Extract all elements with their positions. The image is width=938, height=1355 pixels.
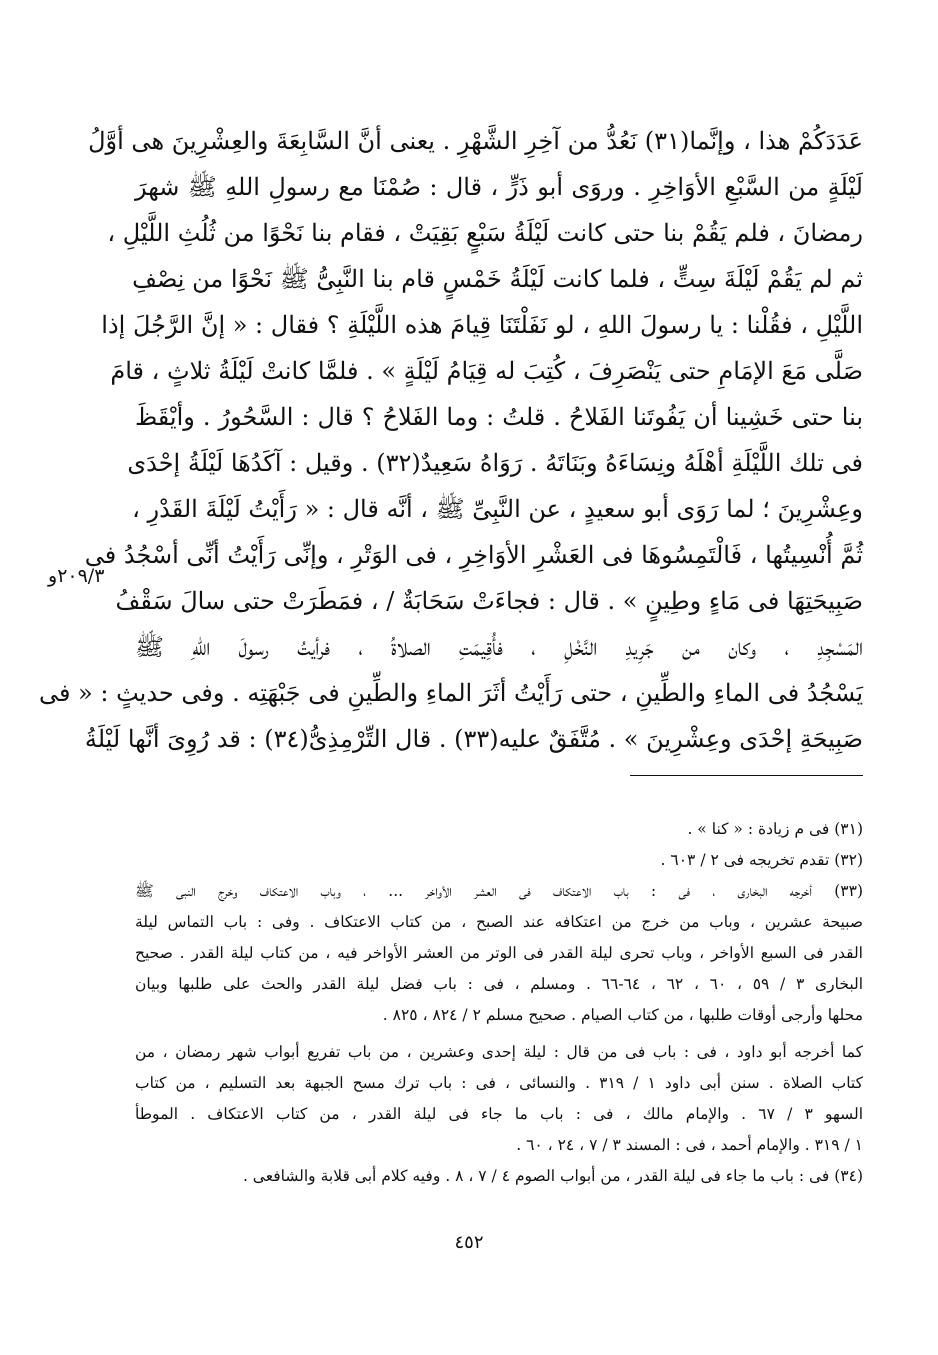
footnote-line: (٣٤) فى : باب ما جاء فى ليلة القدر ، من أبواب الصوم ٤ / ٧ ، ٨ . وفيه كلام أبى قلابة والشافعى . (242, 1167, 863, 1185)
main-text-line: عَدَدَكُمْ هذا ، وإنَّما(٣١) نَعُدُّ من آخِرِ الشَّهْرِ . يعنى أنَّ السَّابِعَةَ والعِشْرِينَ هى أوَّلُ (88, 127, 863, 155)
footnote-separator (630, 775, 863, 776)
main-text-line: وعِشْرِينَ ؛ لما رَوَى أبو سعيدٍ ، عن النَّبِىِّ ﷺ ، أنَّه قال : « رَأَيْتُ لَيْلَةَ القَدْرِ ، (132, 495, 863, 523)
footnote-line: (٣٢) تقدم تخريجه فى ٢ / ٦٠٣ . (660, 851, 863, 869)
footnote-line: (٣٣) أخرجه البخارى ، فى : باب الاعتكاف فى العشر الأواخر ... ، وباب الاعتكاف وخرج النبى ﷺ (135, 882, 863, 900)
main-text-line: المَسْجِدِ ، وكان من جَرِيدِ النَّخْلِ ، فأُقِيمَتِ الصلاةُ ، فرأيتُ رسولَ اللهِ ﷺ (135, 633, 864, 661)
footnote-line: كما أخرجه أبو داود ، فى : باب فى من قال : ليلة إحدى وعشرين ، من باب تفريع أبواب شهر رمضان ، من (135, 1043, 863, 1061)
footnotes (135, 814, 863, 1192)
footnote-line: السهو ٣ / ٦٧ . والإمام مالك ، فى : باب ما جاء فى ليلة القدر ، من كتاب الاعتكاف . الموطأ (135, 1105, 864, 1123)
manuscript-folio-reference: ٢٠٩/٣و (48, 565, 105, 587)
main-text-line: صَبِيحَةِ إحْدَى وعِشْرِينَ » . مُتَّفَقٌ عليه(٣٣) . قال التِّرْمِذِىُّ(٣٤) : قد رُوِىَ أنَّها لَيْلَةُ (84, 725, 863, 753)
main-text-line: بنا حتى خَشِينا أن يَفُوتَنا الفَلاحُ . قلتُ : وما الفَلاحُ ؟ قال : السَّحُورُ . وأيْقَظَ (135, 403, 863, 431)
main-text-line: رمضانَ ، فلم يَقُمْ بنا حتى كانت لَيْلَةُ سَبْعٍ بَقِيَتْ ، فقام بنا نَحْوًا من ثُلُثِ اللَّيْلِ ، (107, 219, 863, 247)
footnote-line: ١ / ٣١٩ . والإمام أحمد ، فى : المسند ٣ / ٧ ، ٢٤ ، ٦٠ . (516, 1136, 863, 1154)
main-text-line: اللَّيْلِ ، فقُلْنا : يا رسولَ اللهِ ، لو نَفَلْتَنَا قِيامَ هذه اللَّيْلَةِ ؟ فقال : « إنَّ الرَّجُلَ إذا (101, 311, 863, 339)
footnote-line: صبيحة عشرين ، وباب من خرج من اعتكافه عند الصبح ، من كتاب الاعتكاف . وفى : باب التماس ليلة (135, 913, 863, 931)
main-text-line: صَبِيحَتِهَا فى مَاءٍ وطِينٍ » . قال : فجاءَتْ سَحَابَةٌ / ، فمَطَرَتْ حتى سالَ سَقْفُ (115, 587, 863, 615)
main-text-line: فى تلك اللَّيْلَةِ أهْلَهُ ونِسَاءَهُ وبَنَاتَهُ . رَوَاهُ سَعِيدٌ(٣٢) . وقيل : آكَدُهَا لَيْلَةُ إحْدَى (127, 449, 863, 477)
footnote-line: البخارى ٣ / ٥٩ ، ٦٠ ، ٦٢ ، ٦٤-٦٦ . ومسلم ، فى : باب فضل ليلة القدر والحث على طلبها وبيان (135, 975, 864, 993)
footnote-line: (٣١) فى م زيادة : « كنا » . (687, 820, 863, 838)
main-text-line: صَلَّى مَعَ الإمَامِ حتى يَنْصَرِفَ ، كُتِبَ له قِيَامُ لَيْلَةٍ » . فلمَّا كانتْ لَيْلَةُ ثلاثٍ ، قامَ (110, 357, 863, 385)
main-text-line: يَسْجُدُ فى الماءِ والطِّينِ ، حتى رَأَيْتُ أثَرَ الماءِ والطِّينِ فى جَبْهَتِه . وفى حديثٍ : « فى (38, 679, 863, 707)
main-text-line: ثم لم يَقُمْ لَيْلَةَ سِتٍّ ، فلما كانت لَيْلَةُ خَمْسٍ قام بنا النَّبِىُّ ﷺ نَحْوًا من نِصْفِ (132, 265, 863, 293)
main-text-line: ثُمَّ أُنْسِيتُها ، فَالْتَمِسُوهَا فى العَشْرِ الأوَاخِرِ ، فى الوَتْرِ ، وإنِّى رَأَيْتُ أنِّى أسْجُدُ فى (84, 541, 863, 569)
footnote-line: محلها وأرجى أوقات طلبها ، من كتاب الصيام . صحيح مسلم ٢ / ٨٢٤ ، ٨٢٥ . (382, 1006, 863, 1024)
main-text-line: لَيْلَةٍ من السَّبْعِ الأوَاخِرِ . وروَى أبو ذَرٍّ ، قال : صُمْنَا مع رسولِ اللهِ ﷺ شهرَ (135, 173, 863, 201)
footnote-line: القدر فى السبع الأواخر ، وباب تحرى ليلة القدر فى الوتر من العشر الأواخر فيه ، من كتاب ليلة القدر . صحيح (135, 944, 863, 962)
footnote-line: كتاب الصلاة . سنن أبى داود ١ / ٣١٩ . والنسائى ، فى : باب ترك مسح الجبهة بعد التسليم ، من كتاب (135, 1074, 863, 1092)
page-number: ٤٥٢ (454, 1232, 484, 1253)
